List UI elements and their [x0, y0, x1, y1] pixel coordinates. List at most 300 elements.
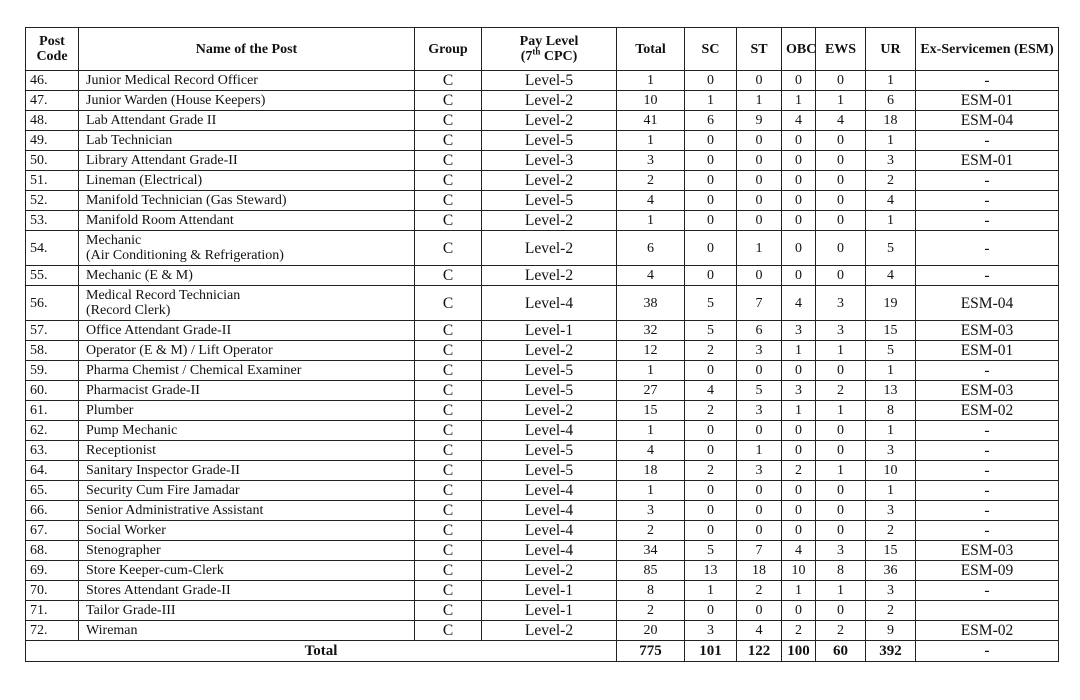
table-row: [26, 401, 1059, 421]
cell-ur: 5: [866, 231, 916, 266]
cell-obc: 0: [782, 266, 816, 286]
cell-group: C: [415, 321, 482, 341]
post-name-line-1: Library Attendant Grade-II: [86, 153, 238, 168]
cell-obc: 4: [782, 111, 816, 131]
cell-st: 3: [737, 341, 782, 361]
cell-pay-level: Level-3: [482, 151, 617, 171]
cell-group: C: [415, 501, 482, 521]
cell-total: 4: [617, 441, 685, 461]
cell-total: 8: [617, 581, 685, 601]
cell-obc: 0: [782, 361, 816, 381]
cell-total: 4: [617, 266, 685, 286]
cell-st: 0: [737, 171, 782, 191]
cell-sc: 4: [685, 381, 737, 401]
cell-post-name: [79, 111, 415, 131]
cell-pay-level: Level-2: [482, 401, 617, 421]
cell-obc: 0: [782, 481, 816, 501]
cell-st: 0: [737, 481, 782, 501]
cell-obc: 0: [782, 191, 816, 211]
cell-total: 2: [617, 521, 685, 541]
cell-post-name: [79, 91, 415, 111]
cell-ews: 2: [816, 381, 866, 401]
table-row: [26, 461, 1059, 481]
cell-esm: ESM-04: [916, 111, 1059, 131]
header-st: ST: [737, 28, 782, 71]
cell-st: 5: [737, 381, 782, 401]
cell-sc: 5: [685, 286, 737, 321]
cell-total: 27: [617, 381, 685, 401]
cell-st: 9: [737, 111, 782, 131]
cell-esm: ESM-02: [916, 401, 1059, 421]
cell-ews: 1: [816, 461, 866, 481]
header-ews: EWS: [816, 28, 866, 71]
post-name-line-1: Medical Record Technician: [86, 288, 241, 303]
cell-st: 3: [737, 401, 782, 421]
cell-st: 6: [737, 321, 782, 341]
cell-sc: 3: [685, 621, 737, 641]
cell-post-code: 49.: [26, 131, 79, 151]
post-name-line-1: Sanitary Inspector Grade-II: [86, 463, 240, 478]
header-post-code: Post Code: [26, 28, 79, 71]
table-row: [26, 541, 1059, 561]
cell-group: C: [415, 381, 482, 401]
cell-post-code: 71.: [26, 601, 79, 621]
cell-pay-level: Level-2: [482, 111, 617, 131]
cell-ur: 15: [866, 541, 916, 561]
cell-post-name: [79, 541, 415, 561]
cell-total: 2: [617, 601, 685, 621]
cell-post-code: 48.: [26, 111, 79, 131]
post-name-line-1: Operator (E & M) / Lift Operator: [86, 343, 273, 358]
table-row: [26, 191, 1059, 211]
cell-ews: 0: [816, 191, 866, 211]
cell-post-code: 70.: [26, 581, 79, 601]
cell-group: C: [415, 71, 482, 91]
cell-total: 1: [617, 131, 685, 151]
cell-post-code: 64.: [26, 461, 79, 481]
cell-total: 1: [617, 361, 685, 381]
cell-st: 0: [737, 191, 782, 211]
cell-obc: 0: [782, 231, 816, 266]
cell-post-code: 63.: [26, 441, 79, 461]
cell-obc: 1: [782, 341, 816, 361]
cell-ews: 1: [816, 91, 866, 111]
cell-pay-level: Level-2: [482, 621, 617, 641]
cell-obc: 2: [782, 461, 816, 481]
total-esm: -: [916, 641, 1059, 662]
cell-pay-level: Level-1: [482, 601, 617, 621]
post-name-line-1: Receptionist: [86, 443, 156, 458]
cell-esm: ESM-03: [916, 321, 1059, 341]
cell-total: 12: [617, 341, 685, 361]
cell-post-code: 66.: [26, 501, 79, 521]
cell-total: 4: [617, 191, 685, 211]
cell-ews: 3: [816, 541, 866, 561]
cell-group: C: [415, 521, 482, 541]
cell-sc: 0: [685, 441, 737, 461]
header-name: Name of the Post: [79, 28, 415, 71]
cell-post-code: 72.: [26, 621, 79, 641]
cell-ur: 3: [866, 501, 916, 521]
cell-ews: 1: [816, 581, 866, 601]
post-name-line-1: Lineman (Electrical): [86, 173, 203, 188]
cell-ews: 1: [816, 341, 866, 361]
cell-post-name: [79, 581, 415, 601]
cell-total: 41: [617, 111, 685, 131]
cell-st: 0: [737, 521, 782, 541]
post-name-line-1: Plumber: [86, 403, 134, 418]
cell-esm: ESM-04: [916, 286, 1059, 321]
cell-total: 15: [617, 401, 685, 421]
cell-st: 0: [737, 601, 782, 621]
cell-obc: 3: [782, 321, 816, 341]
cell-pay-level: Level-2: [482, 91, 617, 111]
cell-sc: 0: [685, 231, 737, 266]
cell-pay-level: Level-5: [482, 461, 617, 481]
cell-st: 0: [737, 131, 782, 151]
cell-obc: 3: [782, 381, 816, 401]
cell-group: C: [415, 171, 482, 191]
cell-obc: 0: [782, 171, 816, 191]
cell-group: C: [415, 286, 482, 321]
cell-total: 2: [617, 171, 685, 191]
cell-post-name: [79, 501, 415, 521]
cell-post-code: 57.: [26, 321, 79, 341]
cell-st: 1: [737, 441, 782, 461]
cell-esm: -: [916, 211, 1059, 231]
cell-post-name: [79, 266, 415, 286]
cell-ur: 1: [866, 481, 916, 501]
post-name-line-1: Junior Warden (House Keepers): [86, 93, 266, 108]
cell-post-name: [79, 441, 415, 461]
cell-esm: ESM-01: [916, 151, 1059, 171]
cell-st: 3: [737, 461, 782, 481]
cell-sc: 0: [685, 151, 737, 171]
cell-ews: 4: [816, 111, 866, 131]
cell-ews: 0: [816, 211, 866, 231]
cell-ur: 1: [866, 71, 916, 91]
post-name-line-1: Senior Administrative Assistant: [86, 503, 264, 518]
cell-ews: 0: [816, 266, 866, 286]
table-row: [26, 601, 1059, 621]
cell-ews: 0: [816, 481, 866, 501]
cell-post-name: [79, 231, 415, 266]
cell-total: 3: [617, 151, 685, 171]
cell-group: C: [415, 131, 482, 151]
cell-sc: 2: [685, 341, 737, 361]
post-name-line-2: (Record Clerk): [86, 303, 171, 318]
cell-pay-level: Level-1: [482, 321, 617, 341]
header-obc: OBC: [782, 28, 816, 71]
table-row: [26, 561, 1059, 581]
cell-ur: 4: [866, 191, 916, 211]
cell-ur: 4: [866, 266, 916, 286]
cell-st: 7: [737, 286, 782, 321]
cell-pay-level: Level-2: [482, 341, 617, 361]
post-name-line-2: (Air Conditioning & Refrigeration): [86, 248, 284, 263]
cell-sc: 13: [685, 561, 737, 581]
cell-pay-level: Level-2: [482, 561, 617, 581]
cell-st: 0: [737, 151, 782, 171]
cell-sc: 2: [685, 401, 737, 421]
post-name-line-1: Stores Attendant Grade-II: [86, 583, 231, 598]
post-name-line-1: Mechanic: [86, 233, 142, 248]
cell-ur: 3: [866, 151, 916, 171]
cell-obc: 1: [782, 91, 816, 111]
cell-esm: -: [916, 521, 1059, 541]
cell-post-code: 46.: [26, 71, 79, 91]
table-row: [26, 521, 1059, 541]
table-row: [26, 266, 1059, 286]
cell-sc: 0: [685, 266, 737, 286]
cell-ews: 1: [816, 401, 866, 421]
table-row: [26, 501, 1059, 521]
cell-total: 10: [617, 91, 685, 111]
cell-post-code: 60.: [26, 381, 79, 401]
cell-obc: 4: [782, 541, 816, 561]
post-name-line-1: Stenographer: [86, 543, 161, 558]
cell-sc: 0: [685, 521, 737, 541]
cell-ews: 0: [816, 71, 866, 91]
cell-ews: 2: [816, 621, 866, 641]
table-row: [26, 421, 1059, 441]
cell-st: 4: [737, 621, 782, 641]
cell-post-name: [79, 601, 415, 621]
table-row: [26, 341, 1059, 361]
cell-total: 1: [617, 421, 685, 441]
cell-post-name: [79, 191, 415, 211]
cell-pay-level: Level-5: [482, 131, 617, 151]
total-row: [26, 641, 1059, 662]
cell-ews: 0: [816, 171, 866, 191]
cell-post-code: 50.: [26, 151, 79, 171]
cell-esm: -: [916, 361, 1059, 381]
cell-group: C: [415, 481, 482, 501]
total-ur: 392: [866, 641, 916, 662]
cell-group: C: [415, 211, 482, 231]
cell-post-code: 56.: [26, 286, 79, 321]
cell-obc: 1: [782, 581, 816, 601]
cell-st: 7: [737, 541, 782, 561]
cell-group: C: [415, 191, 482, 211]
cell-post-code: 51.: [26, 171, 79, 191]
cell-obc: 0: [782, 601, 816, 621]
cell-esm: -: [916, 481, 1059, 501]
cell-ur: 9: [866, 621, 916, 641]
total-label: Total: [26, 641, 617, 662]
cell-sc: 2: [685, 461, 737, 481]
cell-ur: 1: [866, 211, 916, 231]
header-esm: Ex-Servicemen (ESM): [916, 28, 1059, 71]
cell-obc: 4: [782, 286, 816, 321]
cell-obc: 0: [782, 131, 816, 151]
cell-total: 34: [617, 541, 685, 561]
header-group: Group: [415, 28, 482, 71]
cell-post-name: [79, 321, 415, 341]
cell-total: 20: [617, 621, 685, 641]
cell-sc: 0: [685, 171, 737, 191]
table-row: [26, 286, 1059, 321]
cell-post-code: 53.: [26, 211, 79, 231]
cell-ur: 15: [866, 321, 916, 341]
cell-pay-level: Level-4: [482, 541, 617, 561]
cell-ur: 2: [866, 601, 916, 621]
cell-ur: 18: [866, 111, 916, 131]
cell-group: C: [415, 151, 482, 171]
table-row: [26, 481, 1059, 501]
cell-esm: -: [916, 266, 1059, 286]
cell-obc: 10: [782, 561, 816, 581]
cell-total: 1: [617, 211, 685, 231]
header-row: [26, 28, 1059, 71]
cell-sc: 0: [685, 501, 737, 521]
cell-sc: 0: [685, 131, 737, 151]
cell-pay-level: Level-5: [482, 361, 617, 381]
cell-group: C: [415, 341, 482, 361]
cell-group: C: [415, 231, 482, 266]
cell-obc: 0: [782, 421, 816, 441]
cell-pay-level: Level-4: [482, 421, 617, 441]
cell-group: C: [415, 401, 482, 421]
cell-sc: 0: [685, 71, 737, 91]
cell-st: 2: [737, 581, 782, 601]
cell-ews: 0: [816, 521, 866, 541]
table-row: [26, 441, 1059, 461]
cell-ews: 3: [816, 321, 866, 341]
cell-pay-level: Level-2: [482, 231, 617, 266]
total-st: 122: [737, 641, 782, 662]
post-name-line-1: Wireman: [86, 623, 138, 638]
cell-ur: 19: [866, 286, 916, 321]
cell-esm: ESM-03: [916, 381, 1059, 401]
posts-table: [25, 27, 1059, 662]
cell-sc: 6: [685, 111, 737, 131]
cell-ews: 0: [816, 441, 866, 461]
cell-obc: 0: [782, 71, 816, 91]
cell-ur: 1: [866, 421, 916, 441]
cell-sc: 0: [685, 211, 737, 231]
cell-pay-level: Level-5: [482, 191, 617, 211]
cell-group: C: [415, 91, 482, 111]
cell-esm: ESM-09: [916, 561, 1059, 581]
table-row: [26, 91, 1059, 111]
cell-obc: 0: [782, 441, 816, 461]
cell-post-code: 59.: [26, 361, 79, 381]
cell-esm: [916, 601, 1059, 621]
cell-sc: 5: [685, 541, 737, 561]
cell-ur: 2: [866, 521, 916, 541]
cell-post-name: [79, 461, 415, 481]
cell-post-name: [79, 361, 415, 381]
post-name-line-1: Security Cum Fire Jamadar: [86, 483, 240, 498]
cell-obc: 0: [782, 521, 816, 541]
cell-post-name: [79, 521, 415, 541]
cell-st: 0: [737, 266, 782, 286]
post-name-line-1: Store Keeper-cum-Clerk: [86, 563, 224, 578]
table-row: [26, 211, 1059, 231]
cell-total: 1: [617, 71, 685, 91]
header-pay-level: Pay Level (7th CPC): [482, 28, 617, 71]
cell-post-name: [79, 621, 415, 641]
cell-group: C: [415, 111, 482, 131]
cell-ews: 8: [816, 561, 866, 581]
cell-group: C: [415, 541, 482, 561]
post-name-line-1: Social Worker: [86, 523, 166, 538]
cell-ews: 0: [816, 231, 866, 266]
cell-post-name: [79, 421, 415, 441]
cell-obc: 2: [782, 621, 816, 641]
cell-esm: -: [916, 71, 1059, 91]
table-row: [26, 231, 1059, 266]
cell-esm: -: [916, 191, 1059, 211]
cell-group: C: [415, 561, 482, 581]
table-row: [26, 171, 1059, 191]
cell-ur: 10: [866, 461, 916, 481]
cell-st: 0: [737, 211, 782, 231]
table-row: [26, 151, 1059, 171]
post-name-line-1: Lab Technician: [86, 133, 173, 148]
cell-esm: ESM-01: [916, 91, 1059, 111]
cell-ur: 5: [866, 341, 916, 361]
cell-sc: 0: [685, 481, 737, 501]
cell-total: 3: [617, 501, 685, 521]
post-name-line-1: Junior Medical Record Officer: [86, 73, 258, 88]
cell-post-name: [79, 171, 415, 191]
cell-pay-level: Level-5: [482, 381, 617, 401]
cell-ur: 8: [866, 401, 916, 421]
cell-ews: 0: [816, 601, 866, 621]
cell-group: C: [415, 266, 482, 286]
cell-st: 18: [737, 561, 782, 581]
cell-esm: -: [916, 501, 1059, 521]
cell-sc: 1: [685, 91, 737, 111]
cell-pay-level: Level-4: [482, 286, 617, 321]
cell-obc: 1: [782, 401, 816, 421]
cell-post-code: 54.: [26, 231, 79, 266]
cell-post-name: [79, 71, 415, 91]
cell-pay-level: Level-4: [482, 481, 617, 501]
cell-ur: 36: [866, 561, 916, 581]
cell-sc: 0: [685, 191, 737, 211]
cell-pay-level: Level-5: [482, 71, 617, 91]
cell-post-name: [79, 211, 415, 231]
cell-ur: 3: [866, 581, 916, 601]
cell-st: 0: [737, 71, 782, 91]
cell-pay-level: Level-4: [482, 501, 617, 521]
cell-ews: 3: [816, 286, 866, 321]
cell-pay-level: Level-1: [482, 581, 617, 601]
cell-ur: 13: [866, 381, 916, 401]
cell-pay-level: Level-2: [482, 266, 617, 286]
cell-esm: ESM-03: [916, 541, 1059, 561]
cell-sc: 0: [685, 361, 737, 381]
cell-post-code: 47.: [26, 91, 79, 111]
cell-sc: 1: [685, 581, 737, 601]
cell-ur: 2: [866, 171, 916, 191]
cell-post-name: [79, 481, 415, 501]
cell-st: 0: [737, 421, 782, 441]
cell-pay-level: Level-5: [482, 441, 617, 461]
total-sc: 101: [685, 641, 737, 662]
total-obc: 100: [782, 641, 816, 662]
cell-esm: -: [916, 441, 1059, 461]
cell-ur: 1: [866, 131, 916, 151]
cell-total: 32: [617, 321, 685, 341]
cell-st: 0: [737, 501, 782, 521]
cell-post-code: 65.: [26, 481, 79, 501]
cell-sc: 5: [685, 321, 737, 341]
cell-st: 1: [737, 231, 782, 266]
